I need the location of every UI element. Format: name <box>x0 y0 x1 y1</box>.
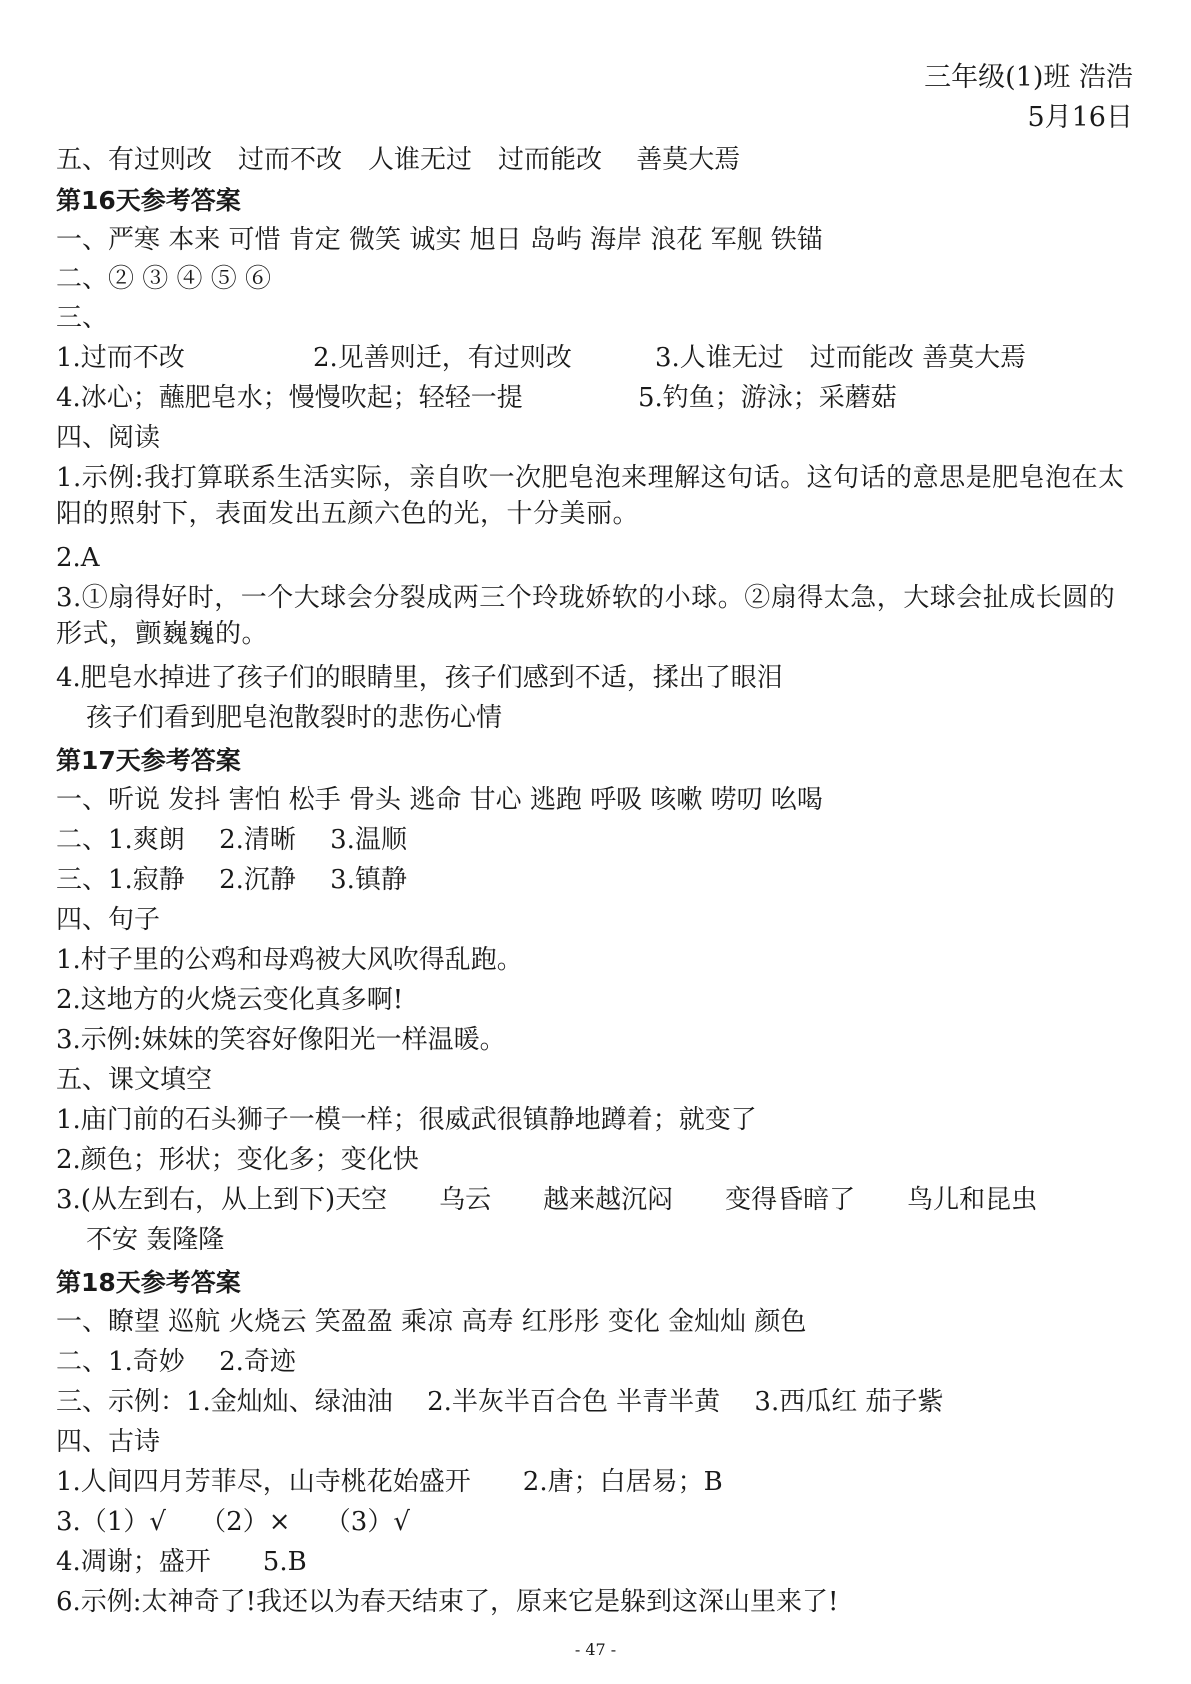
day16-q3-row1 <box>56 340 1133 376</box>
day18-q2: 二、1.奇妙 2.奇迹 <box>56 1347 296 1377</box>
day16-q3-2: 2.见善则迁，有过则改 <box>313 343 572 373</box>
day17-q1: 一、听说 发抖 害怕 松手 骨头 逃命 甘心 逃跑 呼吸 咳嗽 唠叨 吆喝 <box>56 785 823 815</box>
day18-q1: 一、瞭望 巡航 火烧云 笑盈盈 乘凉 高寿 红彤彤 变化 金灿灿 颜色 <box>56 1307 807 1337</box>
day17-q4-2: 2.这地方的火烧云变化真多啊! <box>56 985 404 1015</box>
day17-q5-3a: 3.(从左到右，从上到下)天空 乌云 越来越沉闷 变得昏暗了 鸟儿和昆虫 <box>56 1185 1038 1215</box>
day18-title: 第18天参考答案 <box>56 1268 241 1297</box>
day16-q3-4: 4.冰心；蘸肥皂水；慢慢吹起；轻轻一提 <box>56 383 523 413</box>
day15-q5: 五、有过则改 过而不改 人谁无过 过而能改 善莫大焉 <box>56 145 741 175</box>
day16-q3-title: 三、 <box>56 303 109 333</box>
day17-q5-1: 1.庙门前的石头狮子一模一样；很威武很镇静地蹲着；就变了 <box>56 1105 757 1135</box>
day16-q3-5: 5.钓鱼；游泳；采蘑菇 <box>638 383 897 413</box>
day16-q3-1: 1.过而不改 <box>56 343 185 373</box>
day16-q4-2: 2.A <box>56 543 100 573</box>
class-name: 三年级(1)班 浩浩 <box>924 62 1133 93</box>
day16-q4-4a: 4.肥皂水掉进了孩子们的眼睛里，孩子们感到不适，揉出了眼泪 <box>56 663 783 693</box>
day18-q3: 三、示例：1.金灿灿、绿油油 2.半灰半百合色 半青半黄 3.西瓜红 茄子紫 <box>56 1387 944 1417</box>
day16-q4-1: 1.示例:我打算联系生活实际，亲自吹一次肥皂泡来理解这句话。这句话的意思是肥皂泡在太阳的照射下，表面发出五颜六色的光，十分美丽。 <box>56 463 1125 529</box>
day17-q4-1: 1.村子里的公鸡和母鸡被大风吹得乱跑。 <box>56 945 523 975</box>
page-header <box>924 58 1133 138</box>
date: 5月16日 <box>1027 102 1133 133</box>
day16-q3-3: 3.人谁无过 过而能改 善莫大焉 <box>655 343 1027 373</box>
day17-q3: 三、1.寂静 2.沉静 3.镇静 <box>56 865 407 895</box>
day18-q4-6: 6.示例:太神奇了!我还以为春天结束了，原来它是躲到这深山里来了! <box>56 1587 839 1617</box>
day17-q5-3b: 不安 轰隆隆 <box>86 1225 225 1255</box>
day16-q2: 二、② ③ ④ ⑤ ⑥ <box>56 264 272 294</box>
day16-title: 第16天参考答案 <box>56 186 241 215</box>
day16-q3-row2 <box>56 380 1133 416</box>
day18-q4-title: 四、古诗 <box>56 1427 161 1457</box>
day17-q5-2: 2.颜色；形状；变化多；变化快 <box>56 1145 419 1175</box>
day17-title: 第17天参考答案 <box>56 746 241 775</box>
day18-q4-3: 3.（1）√ （2）× （3）√ <box>56 1507 410 1537</box>
day17-q2: 二、1.爽朗 2.清晰 3.温顺 <box>56 825 407 855</box>
day16-q4-title: 四、阅读 <box>56 423 161 453</box>
day17-q4-3: 3.示例:妹妹的笑容好像阳光一样温暖。 <box>56 1025 506 1055</box>
day16-q1: 一、严寒 本来 可惜 肯定 微笑 诚实 旭日 岛屿 海岸 浪花 军舰 铁锚 <box>56 225 823 255</box>
page-number: - 47 - <box>574 1640 617 1659</box>
day16-q4-4b: 孩子们看到肥皂泡散裂时的悲伤心情 <box>86 703 503 733</box>
day17-q4-title: 四、句子 <box>56 905 161 935</box>
day18-q4-1: 1.人间四月芳菲尽，山寺桃花始盛开 2.唐；白居易；B <box>56 1467 723 1497</box>
day18-q4-4: 4.凋谢；盛开 5.B <box>56 1547 307 1577</box>
day17-q5-title: 五、课文填空 <box>56 1065 213 1095</box>
day16-q4-3: 3.①扇得好时，一个大球会分裂成两三个玲珑娇软的小球。②扇得太急，大球会扯成长圆的形式，颤巍巍的。 <box>56 583 1116 649</box>
